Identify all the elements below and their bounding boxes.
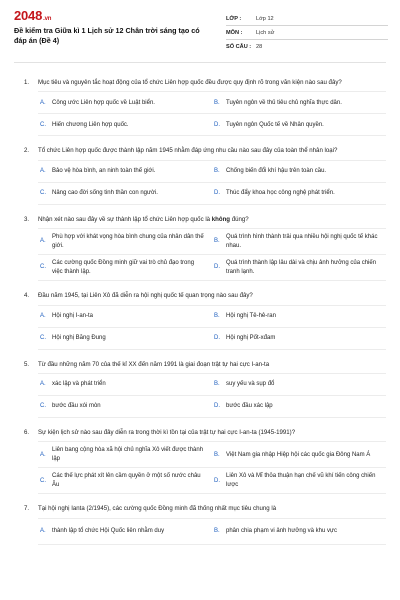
option-a[interactable] bbox=[38, 374, 212, 396]
meta-row-class bbox=[226, 12, 388, 26]
option-grid bbox=[38, 518, 386, 545]
option-text: Liên bang cộng hòa xã hội chủ nghĩa Xô viết được thành lập bbox=[52, 447, 204, 462]
question-number: 3. bbox=[24, 215, 30, 223]
question-7 bbox=[0, 504, 400, 544]
option-b[interactable] bbox=[212, 161, 386, 183]
question-1 bbox=[0, 78, 400, 146]
option-d[interactable] bbox=[212, 468, 386, 494]
option-text: Hội nghị Pốt-xđam bbox=[226, 334, 276, 341]
option-grid bbox=[38, 441, 386, 494]
option-c[interactable] bbox=[38, 114, 212, 136]
question-3 bbox=[0, 215, 400, 291]
option-letter: C. bbox=[40, 334, 46, 341]
option-letter: B. bbox=[214, 312, 220, 319]
option-text: Liên Xô và Mĩ thỏa thuận hạn chế vũ khí tiến công chiến lược bbox=[226, 473, 376, 488]
question-text: Đầu năm 1945, tại Liên Xô đã diễn ra hội nghị quốc tế quan trọng nào sau đây? bbox=[38, 292, 253, 300]
question-text-part: đúng? bbox=[230, 215, 249, 223]
option-c[interactable] bbox=[38, 255, 212, 281]
option-text: Hội nghị Tê-hê-ran bbox=[226, 312, 276, 319]
header-divider bbox=[14, 62, 386, 63]
option-b[interactable] bbox=[212, 92, 386, 114]
option-text: xác lập và phát triển bbox=[52, 381, 106, 388]
option-b[interactable] bbox=[212, 519, 386, 545]
option-d[interactable] bbox=[212, 114, 386, 136]
option-text: Hiến chương Liên hợp quốc. bbox=[52, 121, 129, 128]
option-c[interactable] bbox=[38, 468, 212, 494]
option-letter: A. bbox=[40, 238, 46, 245]
question-2 bbox=[0, 146, 400, 214]
option-letter: C. bbox=[40, 121, 46, 128]
option-a[interactable] bbox=[38, 161, 212, 183]
option-grid bbox=[38, 305, 386, 350]
question-number: 1. bbox=[24, 79, 30, 86]
option-letter: C. bbox=[40, 190, 46, 197]
option-text: Các cường quốc Đồng minh giữ vai trò chủ đạo trong việc thành lập. bbox=[52, 260, 195, 275]
option-letter: A. bbox=[40, 528, 46, 535]
question-4 bbox=[0, 291, 400, 359]
question-text: Tổ chức Liên hợp quốc được thành lập năm 1945 nhằm đáp ứng nhu cầu nào sau đây của toàn thể nhân loại? bbox=[38, 147, 338, 155]
option-text: Chống biến đổi khí hậu trên toàn cầu. bbox=[226, 168, 327, 175]
option-text: phân chia phạm vi ảnh hưởng và khu vực bbox=[226, 528, 338, 535]
option-d[interactable] bbox=[212, 396, 386, 418]
option-letter: B. bbox=[214, 381, 220, 388]
option-letter: B. bbox=[214, 451, 220, 458]
question-stem bbox=[14, 291, 386, 300]
meta-label: MÔN : bbox=[226, 29, 243, 36]
question-number: 2. bbox=[24, 147, 30, 155]
option-c[interactable] bbox=[38, 396, 212, 418]
question-text: Từ đầu những năm 70 của thế kỉ XX đến năm 1991 là giai đoạn trật tự hai cực I-an-ta bbox=[38, 360, 270, 368]
option-letter: D. bbox=[214, 190, 220, 197]
option-text: Quá trình hình thành trải qua nhiều hội nghị quốc tế khác nhau. bbox=[226, 234, 378, 249]
question-stem bbox=[14, 360, 386, 369]
option-letter: B. bbox=[214, 528, 220, 535]
question-5 bbox=[0, 360, 400, 428]
option-text: bước đầu xói mòn bbox=[52, 403, 101, 410]
option-letter: A. bbox=[40, 451, 46, 458]
option-letter: D. bbox=[214, 477, 220, 484]
option-c[interactable] bbox=[38, 183, 212, 205]
option-d[interactable] bbox=[212, 328, 386, 350]
option-text: bước đầu xác lập bbox=[226, 403, 273, 410]
option-a[interactable] bbox=[38, 229, 212, 255]
option-grid bbox=[38, 160, 386, 205]
question-number: 4. bbox=[24, 292, 30, 300]
option-d[interactable] bbox=[212, 183, 386, 205]
question-stem bbox=[14, 428, 386, 437]
question-stem bbox=[14, 78, 386, 87]
option-letter: D. bbox=[214, 121, 220, 128]
option-text: Nâng cao đời sống tinh thần con người. bbox=[52, 190, 158, 197]
option-letter: B. bbox=[214, 168, 220, 175]
option-text: thành lập tổ chức Hội Quốc liên nhằm duy bbox=[52, 528, 165, 535]
meta-row-subject bbox=[226, 26, 388, 40]
logo-suffix: .vn bbox=[43, 16, 52, 22]
option-text: Việt Nam gia nhập Hiệp hội các quốc gia Đông Nam Á bbox=[226, 451, 371, 458]
option-letter: A. bbox=[40, 168, 46, 175]
option-text: Tuyên ngôn về thủ tiêu chủ nghĩa thực dân. bbox=[226, 99, 342, 106]
question-text: Sự kiện lịch sử nào sau đây diễn ra trong thời kì tồn tại của trật tự hai cực I-an-ta (1945-1991)? bbox=[38, 429, 296, 437]
option-c[interactable] bbox=[38, 328, 212, 350]
option-text: Thúc đẩy khoa học công nghệ phát triển. bbox=[226, 190, 335, 197]
option-letter: C. bbox=[40, 403, 46, 410]
option-text: Các thế lực phát xít lên cầm quyền ở một số nước châu Âu bbox=[52, 473, 201, 488]
question-number: 7. bbox=[24, 505, 30, 513]
option-letter: A. bbox=[40, 312, 46, 319]
meta-row-count bbox=[226, 40, 388, 54]
site-logo[interactable] bbox=[14, 8, 51, 23]
question-6 bbox=[0, 428, 400, 504]
option-letter: D. bbox=[214, 334, 220, 341]
meta-value: Lịch sử bbox=[256, 29, 275, 36]
option-letter: D. bbox=[214, 264, 220, 271]
option-letter: D. bbox=[214, 403, 220, 410]
option-letter: B. bbox=[214, 238, 220, 245]
option-text: Phù hợp với khát vọng hòa bình chung của nhân dân thế giới. bbox=[52, 234, 204, 249]
question-stem bbox=[14, 504, 386, 513]
option-letter: B. bbox=[214, 99, 220, 106]
meta-label: SỐ CÂU : bbox=[226, 44, 252, 50]
question-emphasis: không bbox=[211, 215, 231, 223]
option-d[interactable] bbox=[212, 255, 386, 281]
option-b[interactable] bbox=[212, 374, 386, 396]
question-stem bbox=[14, 215, 386, 224]
question-text bbox=[38, 215, 386, 224]
option-letter: A. bbox=[40, 381, 46, 388]
option-grid bbox=[38, 373, 386, 418]
option-grid bbox=[38, 228, 386, 281]
question-number: 6. bbox=[24, 429, 30, 437]
option-b[interactable] bbox=[212, 442, 386, 468]
option-letter: C. bbox=[40, 477, 46, 484]
question-text-part: Nhận xét nào sau đây về sự thành lập tổ chức Liên hợp quốc là bbox=[38, 215, 212, 223]
option-a[interactable] bbox=[38, 442, 212, 468]
meta-label: LỚP : bbox=[226, 15, 242, 22]
option-text: Hội nghị I-an-ta bbox=[52, 312, 94, 319]
option-a[interactable] bbox=[38, 519, 212, 545]
option-letter: A. bbox=[40, 99, 46, 106]
meta-value: 28 bbox=[256, 44, 263, 50]
option-a[interactable] bbox=[38, 92, 212, 114]
logo-text: 2048 bbox=[14, 8, 43, 23]
meta-panel bbox=[226, 12, 388, 54]
option-b[interactable] bbox=[212, 306, 386, 328]
option-text: Hội nghị Băng Đung bbox=[52, 334, 106, 341]
option-text: Quá trình thành lập lâu dài và chịu ảnh hưởng của chiến tranh lạnh. bbox=[226, 260, 377, 275]
option-grid bbox=[38, 91, 386, 136]
option-a[interactable] bbox=[38, 306, 212, 328]
option-letter: C. bbox=[40, 264, 46, 271]
option-text: suy yếu và sụp đổ bbox=[226, 381, 275, 388]
document-title: Đề kiểm tra Giữa kì 1 Lịch sử 12 Chân trời sáng tạo có đáp án (Đề 4) bbox=[14, 26, 200, 45]
option-b[interactable] bbox=[212, 229, 386, 255]
option-text: Tuyên ngôn Quốc tế về Nhân quyền. bbox=[226, 121, 324, 128]
question-text: Tại hội nghị Ianta (2/1945), các cường quốc Đồng minh đã thống nhất mục tiêu chung là bbox=[38, 505, 277, 513]
question-stem bbox=[14, 146, 386, 155]
question-number: 5. bbox=[24, 360, 30, 368]
option-text: Công ước Liên hợp quốc về Luật biển. bbox=[52, 99, 155, 106]
meta-value: Lớp 12 bbox=[256, 15, 274, 22]
option-text: Bảo vệ hòa bình, an ninh toàn thế giới. bbox=[52, 168, 156, 175]
question-text: Mục tiêu và nguyên tắc hoạt động của tổ chức Liên hợp quốc đều được quy định rõ trong văn kiện nào sau đây? bbox=[38, 79, 342, 86]
question-list bbox=[0, 78, 400, 545]
